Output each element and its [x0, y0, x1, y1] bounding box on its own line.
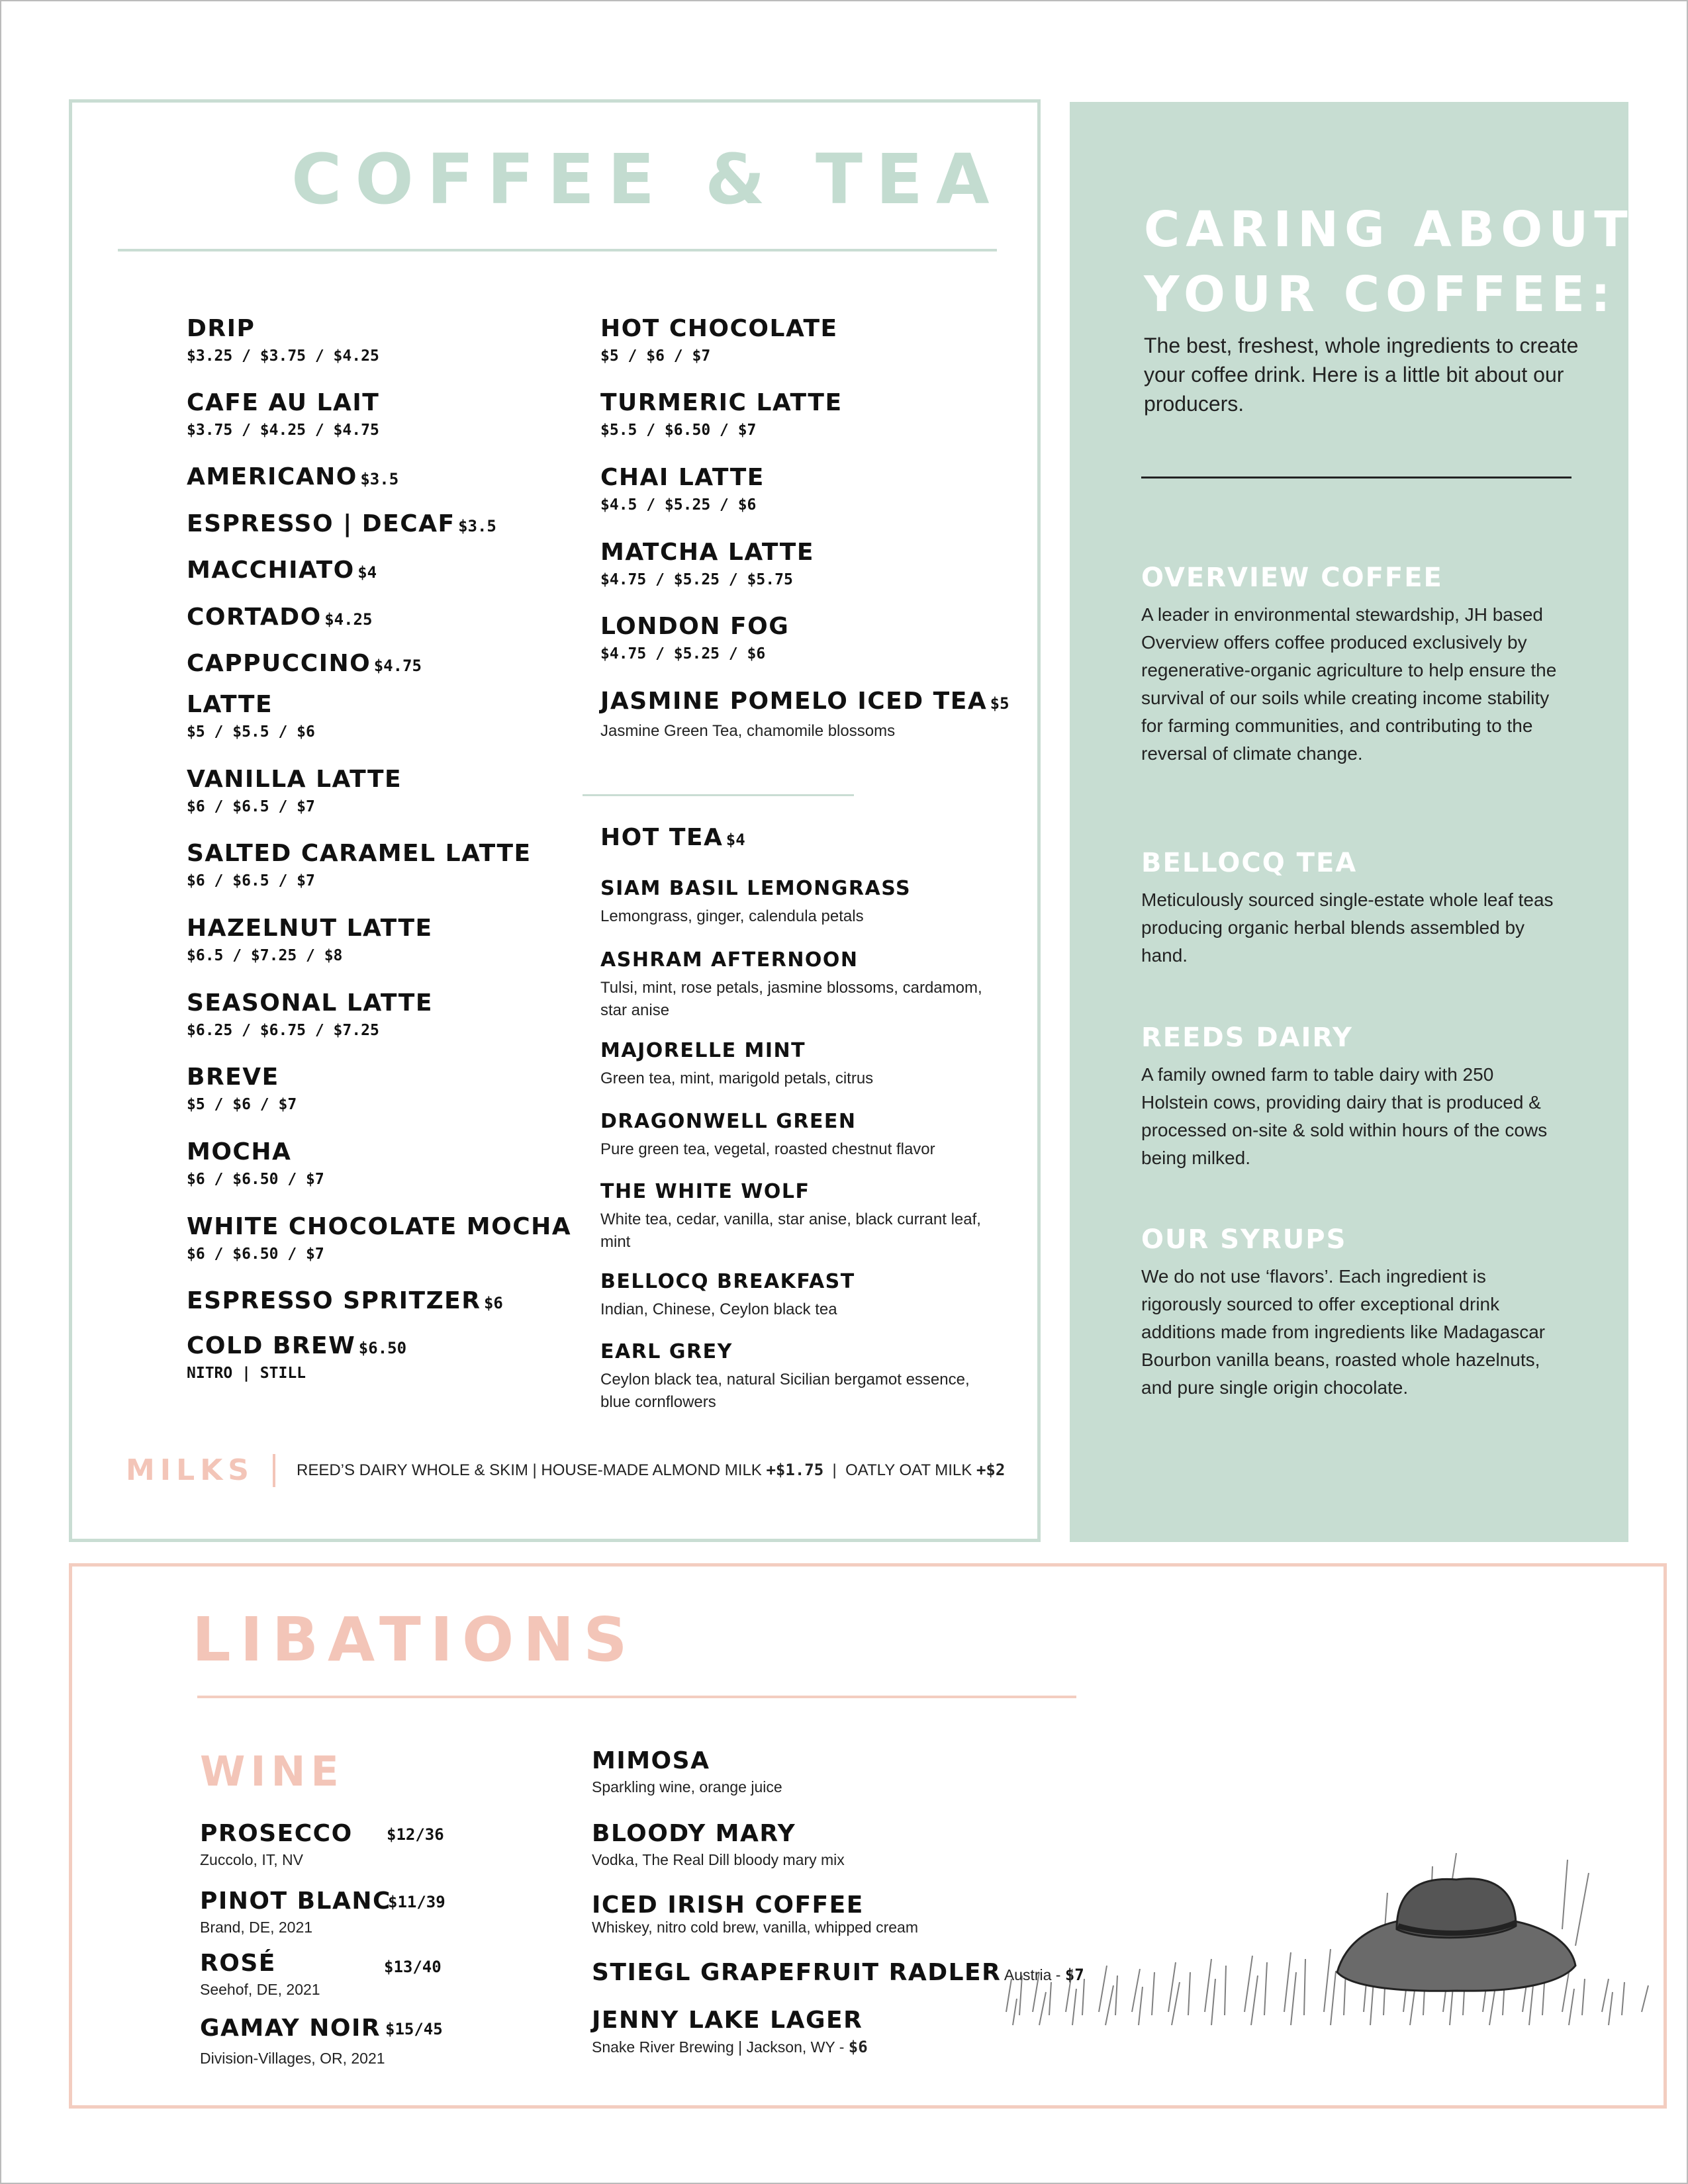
menu-item: CHAI LATTE $4.5 / $5.25 / $6	[600, 464, 765, 514]
menu-item: DRIP $3.25 / $3.75 / $4.25	[187, 315, 379, 365]
hot-tea-heading: HOT TEA $4	[600, 824, 745, 851]
menu-item: MACCHIATO $4	[187, 557, 377, 584]
wine-heading: WINE	[200, 1747, 344, 1796]
producer-body: A leader in environmental stewardship, JH based Overview offers coffee produced exclusively by regenerative-organic agriculture to help ensure the survival of our soils while creating income stability for farming communities, and contributing to the reversal of climate change.	[1141, 604, 1557, 764]
hot-tea-divider	[583, 794, 854, 796]
drink-item: STIEGL GRAPEFRUIT RADLER Austria - $7	[592, 1959, 1084, 1986]
menu-item: HOT CHOCOLATE $5 / $6 / $7	[600, 315, 838, 365]
wine-price: $15/45	[385, 2020, 443, 2038]
libations-title-rule	[197, 1696, 1076, 1698]
producer-heading: OUR SYRUPS	[1141, 1224, 1347, 1255]
cowboy-hat-illustration	[993, 1813, 1662, 2052]
menu-item: BREVE $5 / $6 / $7	[187, 1064, 297, 1113]
menu-item: MATCHA LATTE $4.75 / $5.25 / $5.75	[600, 539, 814, 588]
drink-item: BLOODY MARY Vodka, The Real Dill bloody mary mix	[592, 1820, 845, 1868]
about-divider	[1141, 477, 1571, 478]
milks-divider	[273, 1454, 275, 1487]
menu-item: LATTE $5 / $5.5 / $6	[187, 691, 315, 741]
wine-price: $11/39	[388, 1893, 445, 1911]
coffee-title-rule	[118, 249, 997, 251]
about-intro: The best, freshest, whole ingredients to create your coffee drink. Here is a little bit about our producers.	[1144, 334, 1579, 416]
menu-item: SALTED CARAMEL LATTE $6 / $6.5 / $7	[187, 840, 532, 889]
wine-item: ROSÉ Seehof, DE, 2021	[200, 1950, 320, 1998]
producer-body: A family owned farm to table dairy with 250 Holstein cows, providing dairy that is produced & processed on-site & sold within hours of the cows being milked.	[1141, 1064, 1548, 1168]
menu-item: VANILLA LATTE $6 / $6.5 / $7	[187, 766, 402, 815]
drink-item: JENNY LAKE LAGER Snake River Brewing | Jackson, WY - $6	[592, 2007, 868, 2056]
tea-item: EARL GREY Ceylon black tea, natural Sicilian bergamot essence, blue cornflowers	[600, 1340, 970, 1411]
menu-item: CORTADO $4.25	[187, 604, 373, 631]
milks-row	[126, 1453, 1005, 1487]
libations-title: LIBATIONS	[192, 1604, 637, 1675]
tea-item: THE WHITE WOLF White tea, cedar, vanilla, star anise, black currant leaf, mint	[600, 1180, 981, 1251]
producer-heading: REEDS DAIRY	[1141, 1023, 1354, 1053]
menu-item: JASMINE POMELO ICED TEA $5 Jasmine Green Tea, chamomile blossoms	[600, 688, 1009, 740]
milks-label: MILKS	[126, 1453, 254, 1487]
wine-item: PINOT BLANC Brand, DE, 2021	[200, 1888, 391, 1936]
producer-heading: BELLOCQ TEA	[1141, 848, 1358, 878]
menu-item: WHITE CHOCOLATE MOCHA $6 / $6.50 / $7	[187, 1213, 572, 1263]
menu-item: ESPRESSO SPRITZER $6	[187, 1287, 503, 1314]
tea-item: ASHRAM AFTERNOON Tulsi, mint, rose petals, jasmine blossoms, cardamom, star anise	[600, 948, 982, 1019]
wine-item: GAMAY NOIR Division-Villages, OR, 2021	[200, 2015, 385, 2067]
menu-item: ESPRESSO | DECAF $3.5	[187, 510, 496, 537]
coffee-tea-title: COFFEE & TEA	[291, 139, 1003, 220]
menu-item: CAFE AU LAIT $3.75 / $4.25 / $4.75	[187, 389, 380, 439]
menu-item: COLD BREW $6.50 NITRO | STILL	[187, 1332, 407, 1382]
tea-item: DRAGONWELL GREEN Pure green tea, vegetal, roasted chestnut flavor	[600, 1110, 935, 1158]
tea-item: SIAM BASIL LEMONGRASS Lemongrass, ginger, calendula petals	[600, 877, 912, 925]
menu-item: AMERICANO $3.5	[187, 463, 399, 490]
wine-item: PROSECCO Zuccolo, IT, NV	[200, 1820, 353, 1868]
tea-item: MAJORELLE MINT Green tea, mint, marigold petals, citrus	[600, 1039, 874, 1087]
menu-item: CAPPUCCINO $4.75	[187, 650, 422, 677]
tea-item: BELLOCQ BREAKFAST Indian, Chinese, Ceylon black tea	[600, 1270, 855, 1318]
menu-item: LONDON FOG $4.75 / $5.25 / $6	[600, 613, 790, 662]
wine-price: $13/40	[384, 1958, 442, 1976]
producer-heading: OVERVIEW COFFEE	[1141, 563, 1443, 593]
menu-item: SEASONAL LATTE $6.25 / $6.75 / $7.25	[187, 989, 433, 1039]
menu-item: MOCHA $6 / $6.50 / $7	[187, 1138, 324, 1188]
drink-item: MIMOSA Sparkling wine, orange juice	[592, 1747, 782, 1796]
menu-item: TURMERIC LATTE $5.5 / $6.50 / $7	[600, 389, 843, 439]
about-title: CARING ABOUT YOUR COFFEE:	[1144, 201, 1634, 323]
producer-body: Meticulously sourced single-estate whole leaf teas producing organic herbal blends assembled by hand.	[1141, 889, 1554, 966]
milks-options: REED’S DAIRY WHOLE & SKIM | HOUSE-MADE ALMOND MILK +$1.75 | OATLY OAT MILK +$2	[296, 1461, 1006, 1479]
drink-item: ICED IRISH COFFEE Whiskey, nitro cold brew, vanilla, whipped cream	[592, 1891, 919, 1936]
hat-icon	[1337, 1879, 1575, 1991]
menu-item: HAZELNUT LATTE $6.5 / $7.25 / $8	[187, 915, 433, 964]
producer-body: We do not use ‘flavors’. Each ingredient is rigorously sourced to offer exceptional drink additions made from ingredients like Madagascar Bourbon vanilla beans, roasted whole hazelnuts, and pure single origin chocolate.	[1141, 1266, 1546, 1398]
wine-price: $12/36	[387, 1825, 444, 1844]
